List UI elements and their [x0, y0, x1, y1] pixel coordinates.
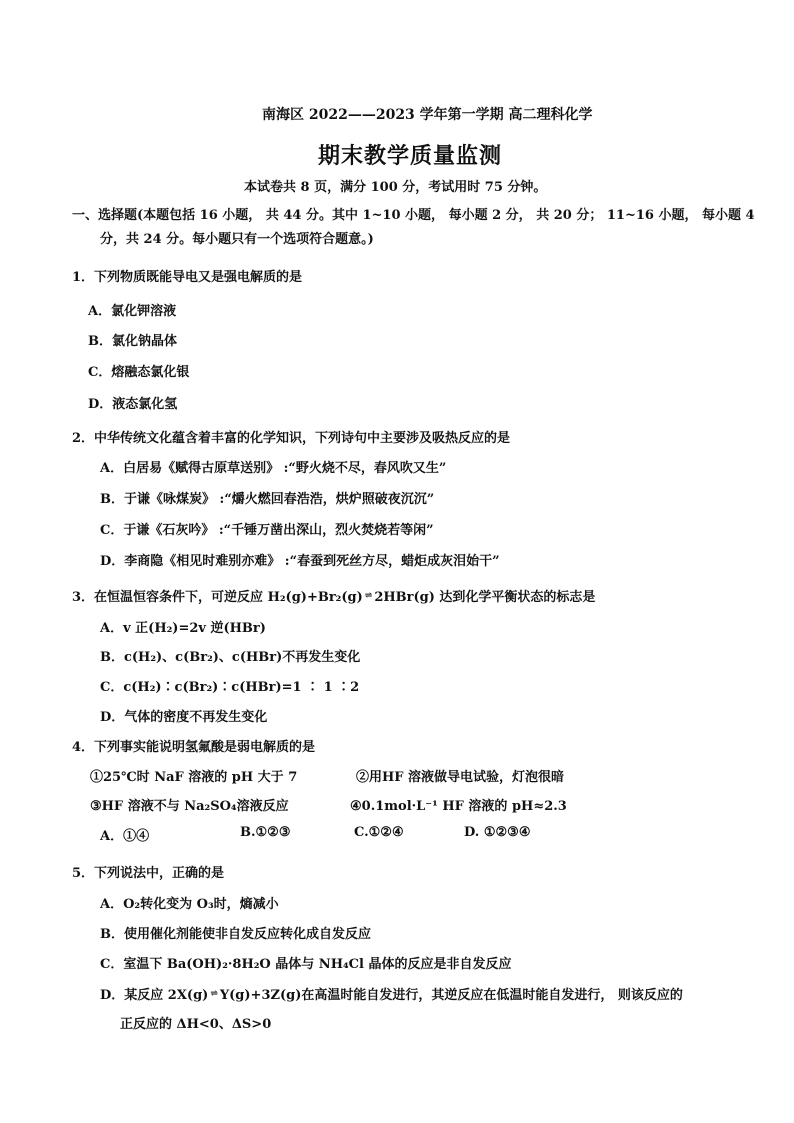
section-instructions [72, 204, 755, 252]
question-3-option-a: A．v 正(H₂)=2v 逆(HBr) [100, 621, 266, 636]
question-1-option-d: D．液态氯化氢 [88, 397, 178, 412]
question-1-option-c: C．熔融态氯化银 [88, 365, 190, 380]
question-2-option-d: D．李商隐《相见时难别亦难》 :“春蚕到死丝方尽，蜡炬成灰泪始干” [100, 554, 500, 569]
question-5-option-d [100, 984, 683, 1003]
question-3-option-b: B．c(H₂)、c(Br₂)、c(HBr)不再发生变化 [100, 650, 361, 665]
question-3-option-c: C．c(H₂)∶c(Br₂)∶c(HBr)=1 ∶ 1 ∶2 [100, 680, 360, 695]
question-5-option-b: B．使用催化剂能使非自发反应转化成自发反应 [100, 927, 371, 942]
question-3-stem [72, 586, 595, 605]
question-2-option-b: B．于谦《咏煤炭》 :“爝火燃回春浩浩，烘炉照破夜沉沉” [100, 492, 435, 507]
question-4-option-d: D. ①②③④ [464, 825, 531, 840]
exam-header-line: 南海区 2022——2023 学年第一学期 高二理科化学 [262, 107, 593, 123]
question-4-fact-1: ①25℃时 NaF 溶液的 pH 大于 7 [90, 770, 298, 785]
section-instructions-line2: 分，共 24 分。每小题只有一个选项符合题意。) [100, 232, 374, 247]
question-1-option-b: B．氯化钠晶体 [88, 334, 177, 349]
section-instructions-line1: 一、选择题(本题包括 16 小题， 共 44 分。其中 1~10 小题， 每小题 2 分， 共 20 分； 11~16 小题， 每小题 4 [72, 208, 755, 223]
question-4-stem: 4．下列事实能说明氢氟酸是弱电解质的是 [72, 740, 316, 755]
question-2-option-a: A．白居易《赋得古原草送别》 :“野火烧不尽，春风吹又生” [100, 461, 447, 476]
question-4-option-a: A．①④ [100, 829, 150, 844]
equilibrium-arrow-icon: ⇌ [210, 989, 218, 999]
question-5-option-d-start: D．某反应 2X(g) [100, 988, 209, 1003]
page-title: 期末教学质量监测 [318, 143, 503, 169]
question-4-option-c: C.①②④ [354, 825, 404, 840]
question-5-option-d-end: Y(g)+3Z(g)在高温时能自发进行，其逆反应在低温时能自发进行， 则该反应的 [219, 988, 683, 1003]
question-5-stem: 5．下列说法中，正确的是 [72, 866, 225, 881]
question-5-option-a: A．O₂转化变为 O₃时，熵减小 [100, 897, 279, 912]
question-1-option-a: A．氯化钾溶液 [88, 304, 177, 319]
question-3-stem-end: 2HBr(g) 达到化学平衡状态的标志是 [374, 590, 596, 605]
question-4-fact-4: ④0.1mol·L⁻¹ HF 溶液的 pH≈2.3 [350, 799, 567, 814]
exam-subtitle: 本试卷共 8 页，满分 100 分，考试用时 75 分钟。 [244, 180, 547, 195]
question-4-fact-2: ②用HF 溶液做导电试验，灯泡很暗 [356, 770, 565, 785]
question-5-option-c: C．室温下 Ba(OH)₂·8H₂O 晶体与 NH₄Cl 晶体的反应是非自发反应 [100, 957, 512, 972]
question-5-option-d-line2: 正反应的 ΔH<0、ΔS>0 [120, 1017, 272, 1032]
equilibrium-arrow-icon: ⇌ [364, 591, 373, 601]
question-1-stem: 1．下列物质既能导电又是强电解质的是 [72, 270, 303, 285]
question-4-fact-3: ③HF 溶液不与 Na₂SO₄溶液反应 [90, 799, 289, 814]
question-4-option-b: B.①②③ [240, 825, 291, 840]
question-3-option-d: D．气体的密度不再发生变化 [100, 710, 268, 725]
question-2-option-c: C．于谦《石灰吟》 :“千锤万凿出深山，烈火焚烧若等闲” [100, 523, 434, 538]
question-2-stem: 2．中华传统文化蕴含着丰富的化学知识，下列诗句中主要涉及吸热反应的是 [72, 431, 511, 446]
question-3-stem-start: 3．在恒温恒容条件下，可逆反应 H₂(g)+Br₂(g) [72, 590, 363, 605]
